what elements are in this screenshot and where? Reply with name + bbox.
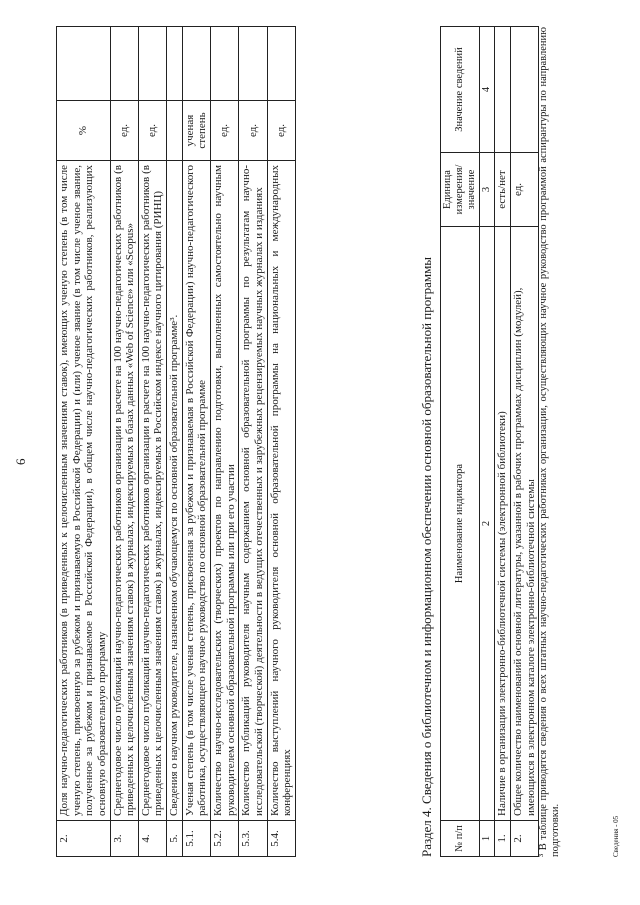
page-number: 6 [13,458,28,465]
unit-cell: % [57,101,111,161]
unit-cell: ед. [267,101,295,161]
column-header: Наименование индикатора [441,227,480,821]
indicator-name: Наличие в организации электронно-библиотечной системы (электронной библиотеки) [495,227,511,821]
row-number: 1. [495,821,511,857]
column-number: 3 [480,153,495,227]
indicator-name: Доля научно-педагогических работников (в приведенных к целочисленным значениям ставок), имеющих ученую степень (в том числе ученую степень, присвоенную за рубежом и признаваемую в Российской Федерации) и (или) ученое звание (в том числе ученое звание, полученное за рубежом и признаваемое в Российской Федерации), в общем числе научно-педагогических работников, реализующих основную образовательную программу [57,161,111,821]
indicator-name: Ученая степень (в том числе ученая степень, присвоенная за рубежом и признаваемая в Российской Федерации) научно-педагогического работника, осуществляющего научное руководство по основной образовательной программе [182,161,210,821]
unit-cell: ед. [510,153,538,227]
value-cell [239,27,267,101]
row-number: 5.1. [182,821,210,857]
value-cell [495,27,511,153]
table-row [211,27,239,857]
row-number: 5.4. [267,821,295,857]
indicator-name: Количество публикаций руководителя научным содержанием основной образовательной программы по результатам научно-исследовательской (творческой) деятельности в ведущих отечественных и зарубежных рецензируемых научных журналах и изданиях [239,161,267,821]
column-number: 4 [480,27,495,153]
column-header: Значение сведений [441,27,480,153]
unit-cell: ед. [110,101,138,161]
table-row [182,27,210,857]
column-number: 1 [480,821,495,857]
indicator-name: Сведения о научном руководителе, назначенном обучающемуся по основной образовательной программе³. [167,161,183,821]
column-header: Единица измерения/ значение [441,153,480,227]
table-row [57,27,111,857]
unit-cell: ед. [138,101,166,161]
value-cell [510,27,538,153]
unit-cell [167,101,183,161]
footnote: ³ В таблице приводятся сведения о всех штатных научно-педагогических работниках организации, осуществляющих научное руководство программой аспирантуры по направлению подготовки. [538,27,562,857]
indicators-table-continued [56,26,296,857]
table-row [239,27,267,857]
value-cell [110,27,138,101]
table-row [138,27,166,857]
row-number: 5.3. [239,821,267,857]
indicator-name: Количество выступлений научного руководителя основной образовательной программы на национальных и международных конференциях [267,161,295,821]
value-cell [138,27,166,101]
value-cell [211,27,239,101]
table-row [267,27,295,857]
row-number: 5. [167,821,183,857]
indicator-name: Общее количество наименований основной литературы, указанной в рабочих программах дисциплин (модулей), имеющихся в электронном каталоге электронно-библиотечной системы [510,227,538,821]
column-number: 2 [480,227,495,821]
table-header-numbers-row [480,27,495,857]
indicator-name: Среднегодовое число публикаций научно-педагогических работников организации в расчете на 100 научно-педагогических работников (в приведенных к целочисленным значениям ставок) в журналах, индексируемых в базах данных «Web of Science» или «Scopus» [110,161,138,821]
value-cell [167,27,183,101]
table-row [167,27,183,857]
table-header-row [441,27,480,857]
row-number: 5.2. [211,821,239,857]
table-row [110,27,138,857]
value-cell [182,27,210,101]
unit-cell: ед. [239,101,267,161]
table-row [510,27,538,857]
unit-cell: ед. [211,101,239,161]
row-number: 2. [57,821,111,857]
value-cell [267,27,295,101]
table-row [495,27,511,857]
indicator-name: Среднегодовое число публикаций научно-педагогических работников организации в расчете на 100 научно-педагогических работников (в приведенных к целочисленным значениям ставок) в журналах, индексируемых в Российском индексе научного цитирования (РИНЦ) [138,161,166,821]
row-number: 4. [138,821,166,857]
indicator-name: Количество научно-исследовательских (творческих) проектов по направлению подготовки, выполненных самостоятельно научным руководителем основной образовательной программы или при его участии [211,161,239,821]
unit-cell: ученая степень [182,101,210,161]
form-code: Сведения - 05 [612,815,620,857]
row-number: 2. [510,821,538,857]
value-cell [57,27,111,101]
unit-cell: есть/нет [495,153,511,227]
library-info-table [440,26,539,857]
column-header: № п/п [441,821,480,857]
section-4-title: Раздел 4. Сведения о библиотечном и информационном обеспечении основной образовательной программы [419,256,434,857]
row-number: 3. [110,821,138,857]
